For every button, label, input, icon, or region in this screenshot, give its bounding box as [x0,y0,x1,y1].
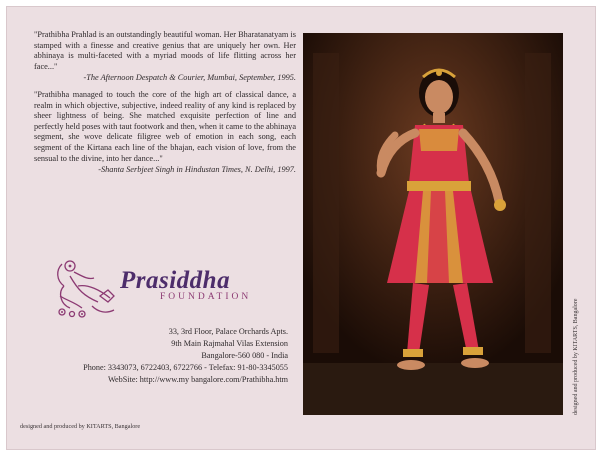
organization-name: Prasiddha [120,267,231,294]
organization-subtitle: FOUNDATION [160,292,252,302]
quote-1 [34,30,296,84]
quote-1-citation: -The Afternoon Despatch & Courier, Mumbai, September, 1995. [83,73,296,83]
quote-2-text: "Prathibha managed to touch the core of the high art of classical dance, a realm in which objective, subjective, indeed reality of any kind is replaced by sheer lightness of being. She matched exquisite perfection of line and perfectly held poses with taut footwork and then, when it came to the abhinaya segment, she wove delicate filigree web of emotion in each song, each segment of the Kirtana each line of the bhajan, each vision of love, from the sensual to the divine, into her dance..." [34,89,296,163]
organization-logo [120,268,300,302]
quote-2 [34,90,296,176]
dancer-photo [303,33,563,415]
address-line-2: 9th Main Rajmahal Vilas Extension [171,339,288,348]
dancer-logo-icon [48,256,120,322]
credit-right: designed and produced by KITARTS, Bangalore [573,298,579,415]
address-line-3: Bangalore-560 080 - India [201,351,288,360]
credit-left: designed and produced by KITARTS, Bangalore [20,423,141,430]
press-quotes [34,30,296,182]
contact-address [68,326,288,386]
website-line: WebSite: http://www.my bangalore.com/Prathibha.htm [107,375,288,384]
quote-2-citation: -Shanta Serbjeet Singh in Hindustan Times, N. Delhi, 1997. [98,165,296,175]
phone-line: Phone: 3343073, 6722403, 6722766 - Telefax: 91-80-3345055 [83,363,288,372]
address-line-1: 33, 3rd Floor, Palace Orchards Apts. [168,327,288,336]
dancer-illustration [303,33,563,415]
quote-1-text: "Prathibha Prahlad is an outstandingly beautiful woman. Her Bharatanatyam is stamped with a finesse and creative genius that are uniquely her own. Her abhinaya is multi-faceted with a myriad moods of life flitting across her face..." [34,30,296,71]
